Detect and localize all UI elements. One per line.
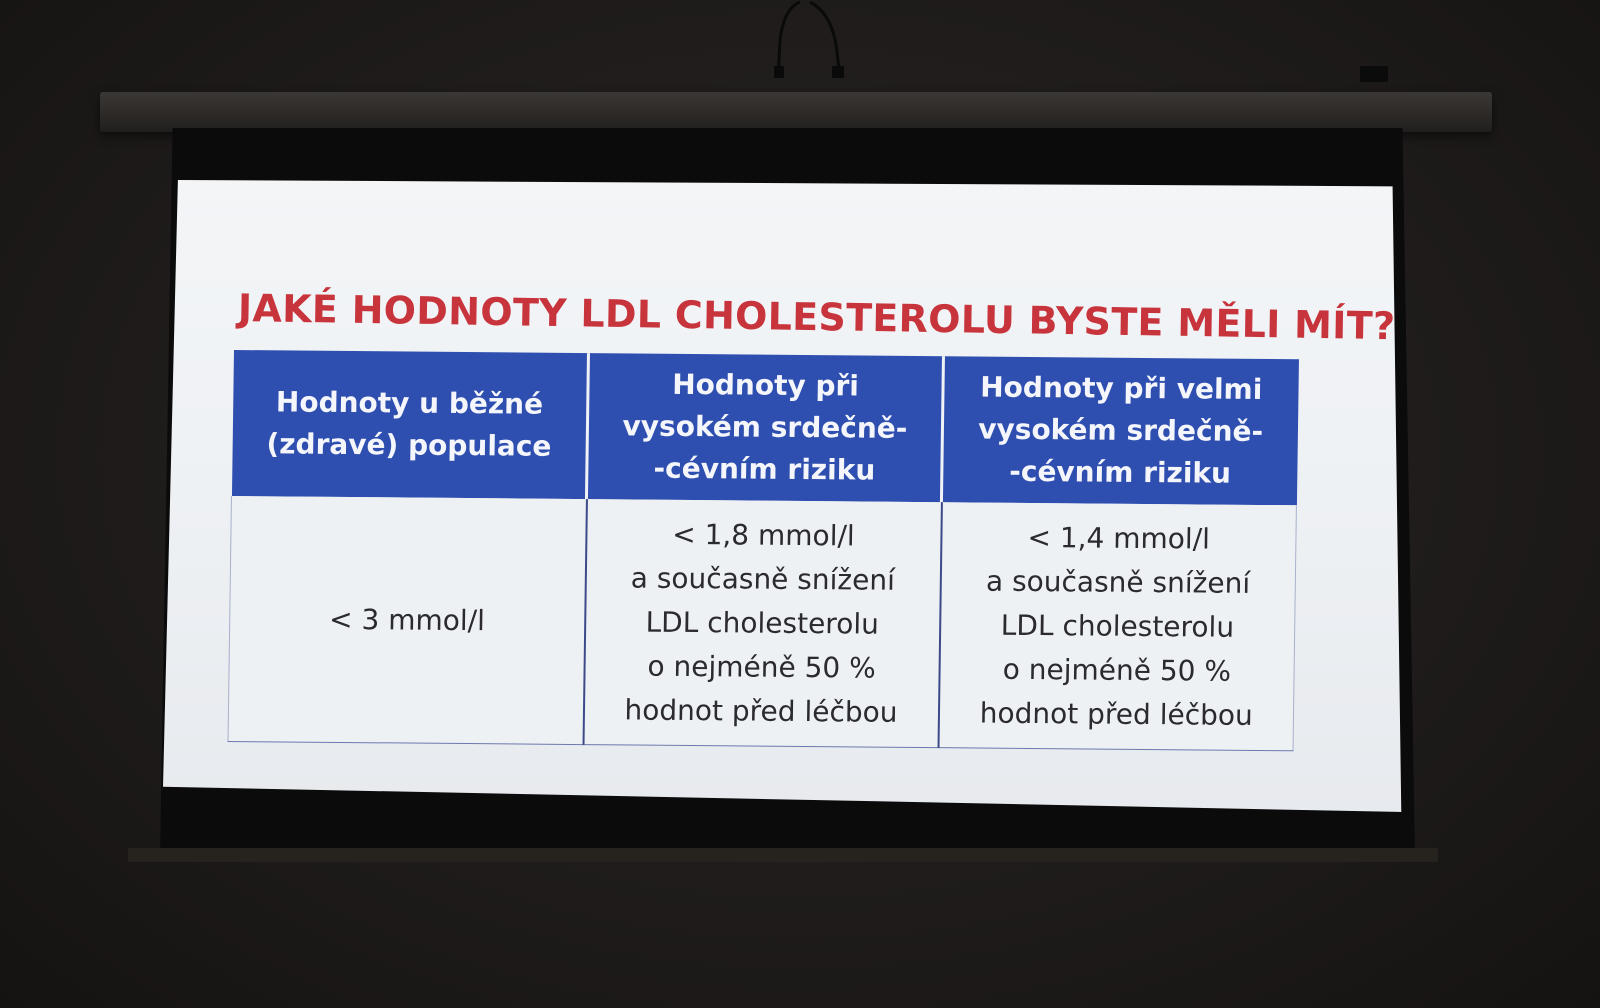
value-line: LDL cholesterolu [1000,608,1235,644]
header-cell-high-risk [586,353,943,502]
ldl-values-table [228,350,1299,751]
value-cell-very-high-risk [938,502,1296,751]
value-cell-high-risk [583,499,941,748]
header-line: Hodnoty při velmi [980,370,1263,406]
table-row [228,496,1296,751]
header-line: vysokém srdečně- [978,412,1264,448]
header-cell-general-population [231,350,588,499]
table-header-row [231,350,1298,505]
wall-sensor [1360,66,1388,82]
header-line: Hodnoty u běžné [275,385,544,421]
header-cell-very-high-risk [941,356,1298,505]
header-line: -cévním riziku [1009,454,1232,490]
value-line: o nejméně 50 % [647,649,876,685]
value-line: < 3 mmol/l [328,602,486,637]
value-line: < 1,4 mmol/l [1027,520,1211,556]
screen-housing [100,92,1492,132]
value-line: LDL cholesterolu [645,605,880,641]
value-line: hodnot před léčbou [624,692,898,729]
value-line: a současně snížení [630,560,896,597]
header-line: -cévním riziku [653,451,876,487]
value-line: < 1,8 mmol/l [672,517,855,552]
value-line: o nejméně 50 % [1002,652,1232,688]
value-line: a současně snížení [985,564,1251,600]
value-line: hodnot před léčbou [979,696,1253,732]
value-cell-general-population [228,496,586,745]
ceiling-cable [770,0,860,80]
header-line: Hodnoty při [671,367,860,403]
screen-bottom-bar [128,848,1438,862]
header-line: (zdravé) populace [266,427,552,463]
slide-title: JAKÉ HODNOTY LDL CHOLESTEROLU BYSTE MĚLI MÍT? [237,286,1396,349]
header-line: vysokém srdečně- [622,409,908,445]
